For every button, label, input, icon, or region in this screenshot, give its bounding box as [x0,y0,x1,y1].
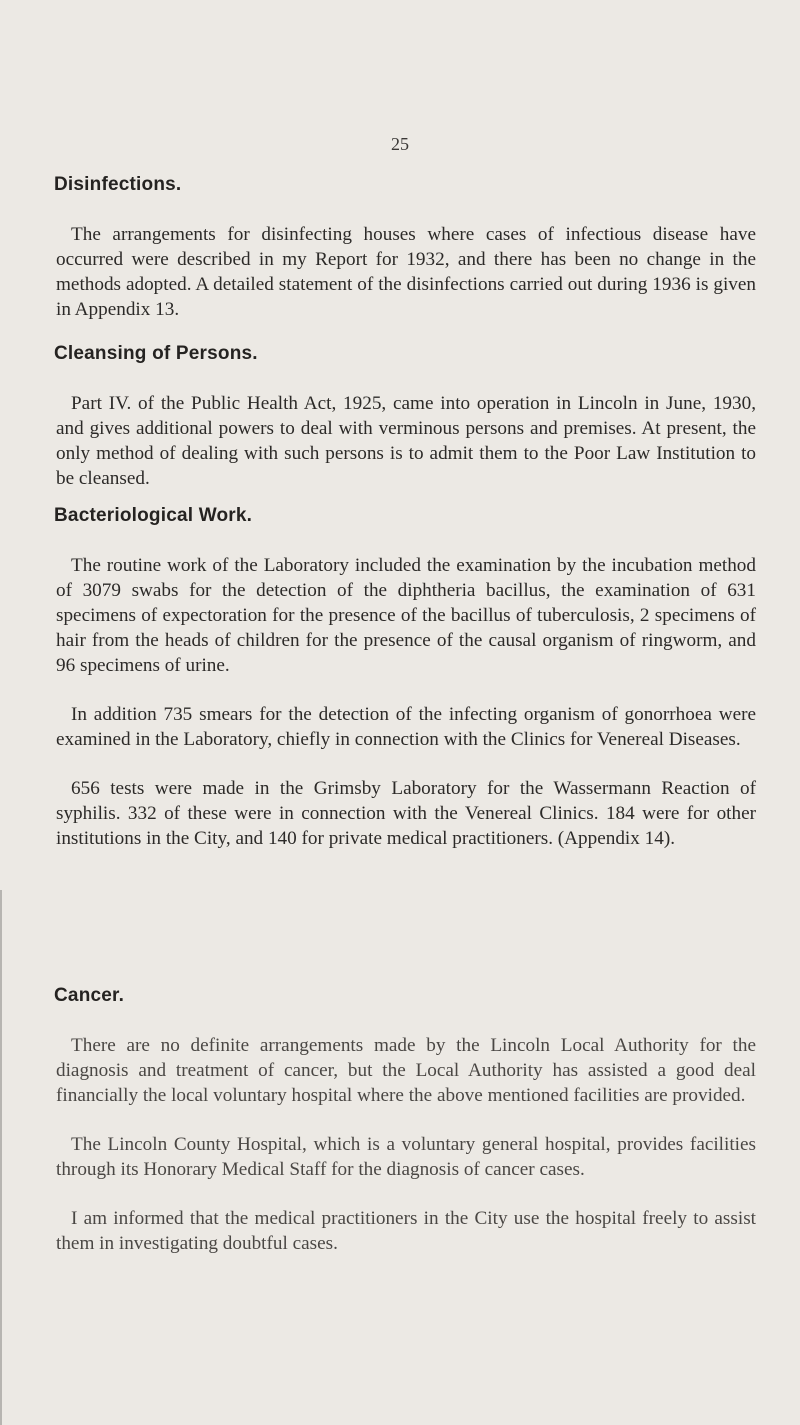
paragraph: 656 tests were made in the Grimsby Laboratory for the Wassermann Reaction of syphilis. 332 of these were in connection with the Venereal Clinics. 184 were for other institutions in the City, and 140 for private medical practitioners. (Appendix 14). [56,778,756,849]
section-heading: Cancer. [54,985,125,1006]
section-cancer [56,985,756,1256]
section-heading: Cleansing of Persons. [54,343,258,364]
paragraph: The arrangements for disinfecting houses where cases of infectious disease have occurred were described in my Report for 1932, and there has been no change in the methods adopted. A detailed statement of the disinfections carried out during 1936 is given in Appendix 13. [56,224,756,320]
paragraph: The Lincoln County Hospital, which is a voluntary general hospital, provides facilities through its Honorary Medical Staff for the diagnosis of cancer cases. [56,1134,756,1180]
paragraph: There are no definite arrangements made by the Lincoln Local Authority for the diagnosis and treatment of cancer, but the Local Authority has assisted a good deal financially the local voluntary hospital where the above mentioned facilities are provided. [56,1035,756,1106]
section-disinfections [56,174,756,322]
paragraph: In addition 735 smears for the detection of the infecting organism of gonorrhoea were examined in the Laboratory, chiefly in connection with the Clinics for Venereal Diseases. [56,704,756,750]
section-cleansing-of-persons [56,343,756,491]
section-bacteriological-work [56,505,756,851]
section-heading: Disinfections. [54,174,182,195]
paragraph: Part IV. of the Public Health Act, 1925, came into operation in Lincoln in June, 1930, and gives additional powers to deal with verminous persons and premises. At present, the only method of dealing with such persons is to admit them to the Poor Law Institution to be cleansed. [56,393,756,489]
page-number: 25 [391,134,409,154]
binding-edge-shadow [0,890,2,1425]
paragraph: The routine work of the Laboratory included the examination by the incubation method of 3079 swabs for the detection of the diphtheria bacillus, the examination of 631 specimens of expectoration for the presence of the bacillus of tuberculosis, 2 specimens of hair from the heads of children for the presence of the causal organism of ringworm, and 96 specimens of urine. [56,555,756,676]
section-heading: Bacteriological Work. [54,505,253,526]
paragraph: I am informed that the medical practitioners in the City use the hospital freely to assist them in investigating doubtful cases. [56,1208,756,1254]
